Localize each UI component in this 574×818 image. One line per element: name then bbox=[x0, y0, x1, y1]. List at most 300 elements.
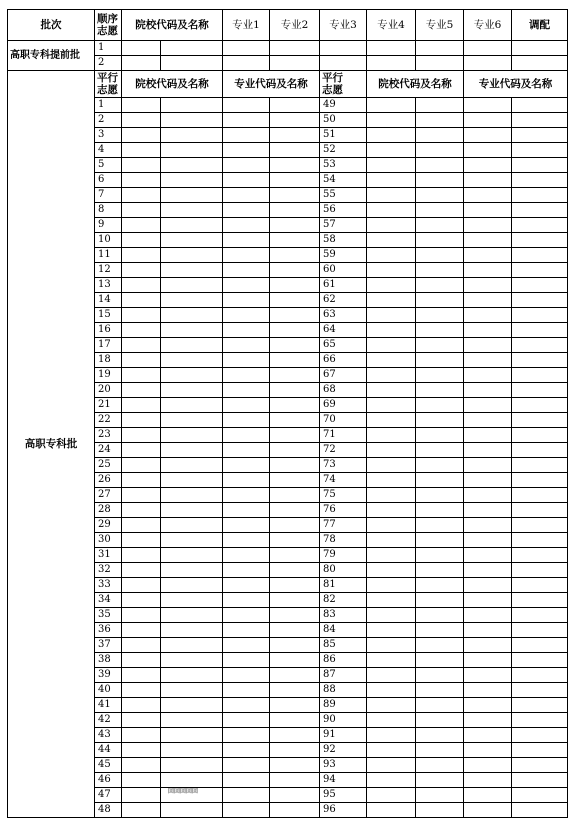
parallel-cell-right[interactable] bbox=[512, 713, 568, 728]
parallel-cell-left[interactable] bbox=[161, 518, 223, 533]
parallel-cell-left[interactable] bbox=[270, 638, 320, 653]
parallel-cell-left[interactable] bbox=[161, 713, 223, 728]
parallel-cell-left[interactable] bbox=[122, 713, 161, 728]
parallel-cell-left[interactable] bbox=[223, 218, 270, 233]
parallel-cell-right[interactable] bbox=[367, 398, 416, 413]
parallel-cell-left[interactable] bbox=[270, 173, 320, 188]
parallel-cell-left[interactable] bbox=[270, 128, 320, 143]
parallel-cell-left[interactable] bbox=[122, 263, 161, 278]
parallel-cell-left[interactable] bbox=[161, 218, 223, 233]
parallel-cell-right[interactable] bbox=[464, 173, 512, 188]
parallel-cell-right[interactable] bbox=[512, 788, 568, 803]
parallel-cell-left[interactable] bbox=[270, 278, 320, 293]
parallel-cell-right[interactable] bbox=[416, 743, 464, 758]
parallel-cell-left[interactable] bbox=[270, 683, 320, 698]
parallel-cell-left[interactable] bbox=[161, 683, 223, 698]
parallel-cell-right[interactable] bbox=[512, 233, 568, 248]
early-cell[interactable] bbox=[512, 41, 568, 56]
early-cell[interactable] bbox=[367, 56, 416, 71]
parallel-cell-left[interactable] bbox=[161, 368, 223, 383]
parallel-cell-left[interactable] bbox=[223, 113, 270, 128]
parallel-cell-right[interactable] bbox=[416, 323, 464, 338]
parallel-cell-left[interactable] bbox=[223, 578, 270, 593]
parallel-cell-left[interactable] bbox=[161, 593, 223, 608]
parallel-cell-left[interactable] bbox=[161, 383, 223, 398]
parallel-cell-left[interactable] bbox=[223, 803, 270, 818]
parallel-cell-left[interactable] bbox=[223, 428, 270, 443]
parallel-cell-right[interactable] bbox=[367, 638, 416, 653]
parallel-cell-right[interactable] bbox=[367, 788, 416, 803]
parallel-cell-right[interactable] bbox=[464, 383, 512, 398]
parallel-cell-left[interactable] bbox=[161, 578, 223, 593]
parallel-cell-right[interactable] bbox=[416, 608, 464, 623]
parallel-cell-left[interactable] bbox=[270, 293, 320, 308]
parallel-cell-left[interactable] bbox=[270, 398, 320, 413]
parallel-cell-left[interactable] bbox=[223, 593, 270, 608]
parallel-cell-left[interactable] bbox=[161, 158, 223, 173]
parallel-cell-right[interactable] bbox=[367, 128, 416, 143]
parallel-cell-right[interactable] bbox=[416, 593, 464, 608]
parallel-cell-left[interactable] bbox=[161, 503, 223, 518]
parallel-cell-right[interactable] bbox=[512, 158, 568, 173]
parallel-cell-left[interactable] bbox=[223, 548, 270, 563]
parallel-cell-left[interactable] bbox=[122, 563, 161, 578]
early-cell[interactable] bbox=[512, 56, 568, 71]
parallel-cell-right[interactable] bbox=[367, 773, 416, 788]
parallel-cell-left[interactable] bbox=[270, 623, 320, 638]
parallel-cell-right[interactable] bbox=[512, 248, 568, 263]
early-cell[interactable] bbox=[416, 41, 464, 56]
parallel-cell-left[interactable] bbox=[270, 488, 320, 503]
parallel-cell-right[interactable] bbox=[367, 728, 416, 743]
parallel-cell-right[interactable] bbox=[367, 593, 416, 608]
parallel-cell-right[interactable] bbox=[367, 518, 416, 533]
early-cell[interactable] bbox=[464, 56, 512, 71]
parallel-cell-right[interactable] bbox=[464, 533, 512, 548]
parallel-cell-right[interactable] bbox=[416, 773, 464, 788]
parallel-cell-right[interactable] bbox=[367, 383, 416, 398]
parallel-cell-right[interactable] bbox=[416, 143, 464, 158]
parallel-cell-left[interactable] bbox=[122, 728, 161, 743]
parallel-cell-right[interactable] bbox=[367, 143, 416, 158]
early-cell[interactable] bbox=[320, 41, 367, 56]
parallel-cell-left[interactable] bbox=[223, 278, 270, 293]
parallel-cell-left[interactable] bbox=[161, 338, 223, 353]
parallel-cell-left[interactable] bbox=[122, 308, 161, 323]
parallel-cell-left[interactable] bbox=[223, 128, 270, 143]
parallel-cell-right[interactable] bbox=[464, 518, 512, 533]
parallel-cell-right[interactable] bbox=[512, 533, 568, 548]
parallel-cell-right[interactable] bbox=[416, 758, 464, 773]
parallel-cell-right[interactable] bbox=[416, 668, 464, 683]
parallel-cell-right[interactable] bbox=[512, 143, 568, 158]
parallel-cell-right[interactable] bbox=[512, 278, 568, 293]
parallel-cell-right[interactable] bbox=[367, 758, 416, 773]
parallel-cell-right[interactable] bbox=[367, 713, 416, 728]
parallel-cell-right[interactable] bbox=[464, 788, 512, 803]
parallel-cell-right[interactable] bbox=[464, 668, 512, 683]
parallel-cell-left[interactable] bbox=[223, 503, 270, 518]
parallel-cell-left[interactable] bbox=[270, 668, 320, 683]
parallel-cell-left[interactable] bbox=[122, 203, 161, 218]
parallel-cell-left[interactable] bbox=[122, 188, 161, 203]
parallel-cell-right[interactable] bbox=[367, 323, 416, 338]
parallel-cell-right[interactable] bbox=[464, 563, 512, 578]
early-cell[interactable] bbox=[270, 56, 320, 71]
parallel-cell-right[interactable] bbox=[464, 698, 512, 713]
parallel-cell-left[interactable] bbox=[122, 413, 161, 428]
parallel-cell-left[interactable] bbox=[270, 158, 320, 173]
parallel-cell-left[interactable] bbox=[122, 398, 161, 413]
parallel-cell-right[interactable] bbox=[416, 413, 464, 428]
parallel-cell-left[interactable] bbox=[122, 698, 161, 713]
parallel-cell-left[interactable] bbox=[270, 368, 320, 383]
parallel-cell-left[interactable] bbox=[122, 218, 161, 233]
parallel-cell-left[interactable] bbox=[161, 758, 223, 773]
parallel-cell-right[interactable] bbox=[367, 263, 416, 278]
parallel-cell-left[interactable] bbox=[122, 653, 161, 668]
parallel-cell-left[interactable] bbox=[270, 428, 320, 443]
parallel-cell-right[interactable] bbox=[512, 548, 568, 563]
parallel-cell-left[interactable] bbox=[223, 788, 270, 803]
parallel-cell-left[interactable] bbox=[223, 608, 270, 623]
parallel-cell-right[interactable] bbox=[512, 653, 568, 668]
parallel-cell-left[interactable] bbox=[122, 473, 161, 488]
parallel-cell-left[interactable] bbox=[223, 698, 270, 713]
parallel-cell-right[interactable] bbox=[416, 803, 464, 818]
parallel-cell-left[interactable] bbox=[161, 293, 223, 308]
parallel-cell-left[interactable] bbox=[223, 173, 270, 188]
parallel-cell-right[interactable] bbox=[416, 458, 464, 473]
parallel-cell-right[interactable] bbox=[367, 293, 416, 308]
parallel-cell-right[interactable] bbox=[464, 488, 512, 503]
parallel-cell-right[interactable] bbox=[416, 218, 464, 233]
parallel-cell-left[interactable] bbox=[270, 728, 320, 743]
early-cell[interactable] bbox=[223, 41, 270, 56]
parallel-cell-left[interactable] bbox=[270, 578, 320, 593]
parallel-cell-left[interactable] bbox=[270, 608, 320, 623]
parallel-cell-left[interactable] bbox=[161, 728, 223, 743]
parallel-cell-right[interactable] bbox=[464, 353, 512, 368]
parallel-cell-left[interactable] bbox=[270, 383, 320, 398]
parallel-cell-left[interactable] bbox=[223, 623, 270, 638]
parallel-cell-right[interactable] bbox=[416, 113, 464, 128]
parallel-cell-left[interactable] bbox=[223, 758, 270, 773]
parallel-cell-right[interactable] bbox=[512, 338, 568, 353]
parallel-cell-right[interactable] bbox=[464, 233, 512, 248]
parallel-cell-left[interactable] bbox=[122, 758, 161, 773]
parallel-cell-left[interactable] bbox=[161, 428, 223, 443]
parallel-cell-left[interactable] bbox=[161, 638, 223, 653]
parallel-cell-right[interactable] bbox=[367, 683, 416, 698]
parallel-cell-right[interactable] bbox=[464, 308, 512, 323]
parallel-cell-left[interactable] bbox=[161, 473, 223, 488]
parallel-cell-left[interactable] bbox=[270, 203, 320, 218]
parallel-cell-right[interactable] bbox=[512, 488, 568, 503]
parallel-cell-right[interactable] bbox=[512, 728, 568, 743]
parallel-cell-right[interactable] bbox=[367, 368, 416, 383]
parallel-cell-left[interactable] bbox=[122, 773, 161, 788]
parallel-cell-right[interactable] bbox=[512, 383, 568, 398]
parallel-cell-right[interactable] bbox=[464, 293, 512, 308]
parallel-cell-right[interactable] bbox=[512, 218, 568, 233]
parallel-cell-right[interactable] bbox=[367, 668, 416, 683]
parallel-cell-right[interactable] bbox=[464, 158, 512, 173]
parallel-cell-right[interactable] bbox=[416, 353, 464, 368]
parallel-cell-right[interactable] bbox=[512, 578, 568, 593]
parallel-cell-right[interactable] bbox=[416, 473, 464, 488]
parallel-cell-left[interactable] bbox=[270, 518, 320, 533]
parallel-cell-left[interactable] bbox=[223, 473, 270, 488]
parallel-cell-left[interactable] bbox=[270, 233, 320, 248]
parallel-cell-right[interactable] bbox=[416, 503, 464, 518]
parallel-cell-left[interactable] bbox=[161, 548, 223, 563]
parallel-cell-right[interactable] bbox=[367, 458, 416, 473]
parallel-cell-left[interactable] bbox=[122, 533, 161, 548]
parallel-cell-right[interactable] bbox=[512, 98, 568, 113]
parallel-cell-right[interactable] bbox=[416, 188, 464, 203]
parallel-cell-right[interactable] bbox=[367, 563, 416, 578]
parallel-cell-right[interactable] bbox=[464, 338, 512, 353]
parallel-cell-right[interactable] bbox=[367, 533, 416, 548]
parallel-cell-left[interactable] bbox=[161, 128, 223, 143]
parallel-cell-left[interactable] bbox=[223, 443, 270, 458]
parallel-cell-right[interactable] bbox=[464, 323, 512, 338]
parallel-cell-left[interactable] bbox=[161, 458, 223, 473]
parallel-cell-right[interactable] bbox=[512, 668, 568, 683]
parallel-cell-left[interactable] bbox=[122, 368, 161, 383]
parallel-cell-left[interactable] bbox=[223, 533, 270, 548]
parallel-cell-left[interactable] bbox=[270, 713, 320, 728]
parallel-cell-left[interactable] bbox=[122, 98, 161, 113]
parallel-cell-right[interactable] bbox=[464, 683, 512, 698]
parallel-cell-right[interactable] bbox=[464, 368, 512, 383]
parallel-cell-right[interactable] bbox=[367, 113, 416, 128]
parallel-cell-left[interactable] bbox=[161, 698, 223, 713]
parallel-cell-left[interactable] bbox=[122, 353, 161, 368]
parallel-cell-right[interactable] bbox=[367, 233, 416, 248]
parallel-cell-right[interactable] bbox=[416, 383, 464, 398]
parallel-cell-left[interactable] bbox=[161, 203, 223, 218]
parallel-cell-right[interactable] bbox=[416, 443, 464, 458]
parallel-cell-left[interactable] bbox=[161, 323, 223, 338]
parallel-cell-right[interactable] bbox=[464, 578, 512, 593]
parallel-cell-right[interactable] bbox=[464, 398, 512, 413]
parallel-cell-left[interactable] bbox=[223, 383, 270, 398]
parallel-cell-right[interactable] bbox=[512, 188, 568, 203]
parallel-cell-right[interactable] bbox=[512, 308, 568, 323]
parallel-cell-left[interactable] bbox=[223, 158, 270, 173]
parallel-cell-right[interactable] bbox=[416, 308, 464, 323]
parallel-cell-left[interactable] bbox=[270, 338, 320, 353]
parallel-cell-left[interactable] bbox=[223, 683, 270, 698]
parallel-cell-right[interactable] bbox=[512, 113, 568, 128]
parallel-cell-right[interactable] bbox=[367, 578, 416, 593]
parallel-cell-left[interactable] bbox=[122, 158, 161, 173]
parallel-cell-left[interactable] bbox=[122, 593, 161, 608]
parallel-cell-right[interactable] bbox=[367, 248, 416, 263]
parallel-cell-left[interactable] bbox=[122, 488, 161, 503]
parallel-cell-left[interactable] bbox=[223, 653, 270, 668]
parallel-cell-right[interactable] bbox=[416, 683, 464, 698]
parallel-cell-right[interactable] bbox=[416, 278, 464, 293]
parallel-cell-left[interactable] bbox=[270, 803, 320, 818]
parallel-cell-right[interactable] bbox=[512, 563, 568, 578]
parallel-cell-right[interactable] bbox=[512, 263, 568, 278]
parallel-cell-right[interactable] bbox=[367, 158, 416, 173]
parallel-cell-left[interactable] bbox=[122, 578, 161, 593]
parallel-cell-left[interactable] bbox=[223, 488, 270, 503]
parallel-cell-left[interactable] bbox=[161, 173, 223, 188]
parallel-cell-right[interactable] bbox=[512, 758, 568, 773]
parallel-cell-right[interactable] bbox=[367, 473, 416, 488]
early-cell[interactable] bbox=[367, 41, 416, 56]
parallel-cell-right[interactable] bbox=[512, 623, 568, 638]
parallel-cell-right[interactable] bbox=[367, 188, 416, 203]
parallel-cell-right[interactable] bbox=[464, 503, 512, 518]
parallel-cell-right[interactable] bbox=[367, 218, 416, 233]
parallel-cell-right[interactable] bbox=[416, 158, 464, 173]
parallel-cell-left[interactable] bbox=[270, 788, 320, 803]
parallel-cell-left[interactable] bbox=[161, 143, 223, 158]
parallel-cell-left[interactable] bbox=[223, 263, 270, 278]
parallel-cell-right[interactable] bbox=[367, 353, 416, 368]
parallel-cell-left[interactable] bbox=[122, 383, 161, 398]
parallel-cell-left[interactable] bbox=[270, 743, 320, 758]
parallel-cell-left[interactable] bbox=[122, 743, 161, 758]
parallel-cell-right[interactable] bbox=[367, 503, 416, 518]
parallel-cell-left[interactable] bbox=[122, 443, 161, 458]
parallel-cell-right[interactable] bbox=[464, 608, 512, 623]
parallel-cell-right[interactable] bbox=[512, 743, 568, 758]
parallel-cell-left[interactable] bbox=[122, 143, 161, 158]
parallel-cell-left[interactable] bbox=[223, 233, 270, 248]
parallel-cell-left[interactable] bbox=[270, 698, 320, 713]
parallel-cell-left[interactable] bbox=[122, 518, 161, 533]
parallel-cell-right[interactable] bbox=[512, 683, 568, 698]
parallel-cell-right[interactable] bbox=[464, 203, 512, 218]
parallel-cell-left[interactable] bbox=[122, 788, 161, 803]
parallel-cell-right[interactable] bbox=[416, 653, 464, 668]
parallel-cell-left[interactable] bbox=[122, 293, 161, 308]
parallel-cell-left[interactable] bbox=[270, 533, 320, 548]
parallel-cell-right[interactable] bbox=[464, 248, 512, 263]
parallel-cell-right[interactable] bbox=[416, 488, 464, 503]
parallel-cell-right[interactable] bbox=[367, 338, 416, 353]
parallel-cell-right[interactable] bbox=[367, 308, 416, 323]
parallel-cell-right[interactable] bbox=[367, 803, 416, 818]
parallel-cell-right[interactable] bbox=[464, 758, 512, 773]
parallel-cell-left[interactable] bbox=[161, 533, 223, 548]
parallel-cell-left[interactable] bbox=[223, 323, 270, 338]
parallel-cell-left[interactable] bbox=[161, 263, 223, 278]
parallel-cell-left[interactable] bbox=[270, 248, 320, 263]
parallel-cell-right[interactable] bbox=[512, 173, 568, 188]
parallel-cell-left[interactable] bbox=[223, 458, 270, 473]
parallel-cell-left[interactable] bbox=[270, 443, 320, 458]
parallel-cell-right[interactable] bbox=[464, 128, 512, 143]
parallel-cell-left[interactable] bbox=[122, 608, 161, 623]
parallel-cell-left[interactable] bbox=[270, 563, 320, 578]
parallel-cell-left[interactable] bbox=[223, 98, 270, 113]
parallel-cell-right[interactable] bbox=[464, 623, 512, 638]
parallel-cell-left[interactable] bbox=[122, 638, 161, 653]
parallel-cell-left[interactable] bbox=[270, 113, 320, 128]
parallel-cell-left[interactable] bbox=[161, 608, 223, 623]
parallel-cell-right[interactable] bbox=[367, 98, 416, 113]
parallel-cell-right[interactable] bbox=[464, 218, 512, 233]
parallel-cell-left[interactable] bbox=[161, 353, 223, 368]
early-cell[interactable] bbox=[223, 56, 270, 71]
parallel-cell-left[interactable] bbox=[223, 353, 270, 368]
parallel-cell-right[interactable] bbox=[464, 593, 512, 608]
early-cell[interactable] bbox=[270, 41, 320, 56]
parallel-cell-left[interactable] bbox=[223, 563, 270, 578]
parallel-cell-left[interactable] bbox=[270, 188, 320, 203]
parallel-cell-left[interactable] bbox=[223, 518, 270, 533]
parallel-cell-left[interactable] bbox=[270, 503, 320, 518]
parallel-cell-right[interactable] bbox=[512, 473, 568, 488]
parallel-cell-left[interactable] bbox=[223, 308, 270, 323]
parallel-cell-right[interactable] bbox=[416, 518, 464, 533]
parallel-cell-right[interactable] bbox=[512, 128, 568, 143]
parallel-cell-right[interactable] bbox=[416, 263, 464, 278]
parallel-cell-right[interactable] bbox=[512, 428, 568, 443]
parallel-cell-left[interactable] bbox=[161, 398, 223, 413]
parallel-cell-right[interactable] bbox=[464, 428, 512, 443]
early-cell[interactable] bbox=[464, 41, 512, 56]
parallel-cell-right[interactable] bbox=[367, 743, 416, 758]
parallel-cell-left[interactable] bbox=[122, 428, 161, 443]
parallel-cell-left[interactable] bbox=[161, 488, 223, 503]
parallel-cell-right[interactable] bbox=[464, 278, 512, 293]
parallel-cell-left[interactable] bbox=[270, 143, 320, 158]
parallel-cell-left[interactable] bbox=[223, 188, 270, 203]
parallel-cell-right[interactable] bbox=[416, 698, 464, 713]
parallel-cell-right[interactable] bbox=[416, 128, 464, 143]
parallel-cell-right[interactable] bbox=[464, 458, 512, 473]
parallel-cell-left[interactable] bbox=[223, 413, 270, 428]
parallel-cell-right[interactable] bbox=[464, 728, 512, 743]
parallel-cell-right[interactable] bbox=[464, 113, 512, 128]
parallel-cell-right[interactable] bbox=[416, 173, 464, 188]
parallel-cell-left[interactable] bbox=[223, 248, 270, 263]
early-cell[interactable] bbox=[122, 41, 161, 56]
parallel-cell-right[interactable] bbox=[416, 233, 464, 248]
parallel-cell-left[interactable] bbox=[161, 668, 223, 683]
parallel-cell-left[interactable] bbox=[270, 458, 320, 473]
parallel-cell-left[interactable] bbox=[270, 593, 320, 608]
parallel-cell-right[interactable] bbox=[416, 578, 464, 593]
parallel-cell-right[interactable] bbox=[416, 428, 464, 443]
parallel-cell-right[interactable] bbox=[464, 443, 512, 458]
parallel-cell-right[interactable] bbox=[512, 458, 568, 473]
early-cell[interactable] bbox=[320, 56, 367, 71]
parallel-cell-right[interactable] bbox=[416, 623, 464, 638]
parallel-cell-right[interactable] bbox=[367, 443, 416, 458]
parallel-cell-right[interactable] bbox=[512, 638, 568, 653]
parallel-cell-left[interactable] bbox=[161, 443, 223, 458]
parallel-cell-right[interactable] bbox=[464, 188, 512, 203]
parallel-cell-left[interactable] bbox=[270, 473, 320, 488]
parallel-cell-right[interactable] bbox=[464, 548, 512, 563]
parallel-cell-left[interactable] bbox=[122, 503, 161, 518]
parallel-cell-left[interactable] bbox=[270, 323, 320, 338]
parallel-cell-right[interactable] bbox=[464, 743, 512, 758]
parallel-cell-left[interactable] bbox=[161, 743, 223, 758]
parallel-cell-left[interactable] bbox=[223, 668, 270, 683]
parallel-cell-left[interactable] bbox=[161, 248, 223, 263]
